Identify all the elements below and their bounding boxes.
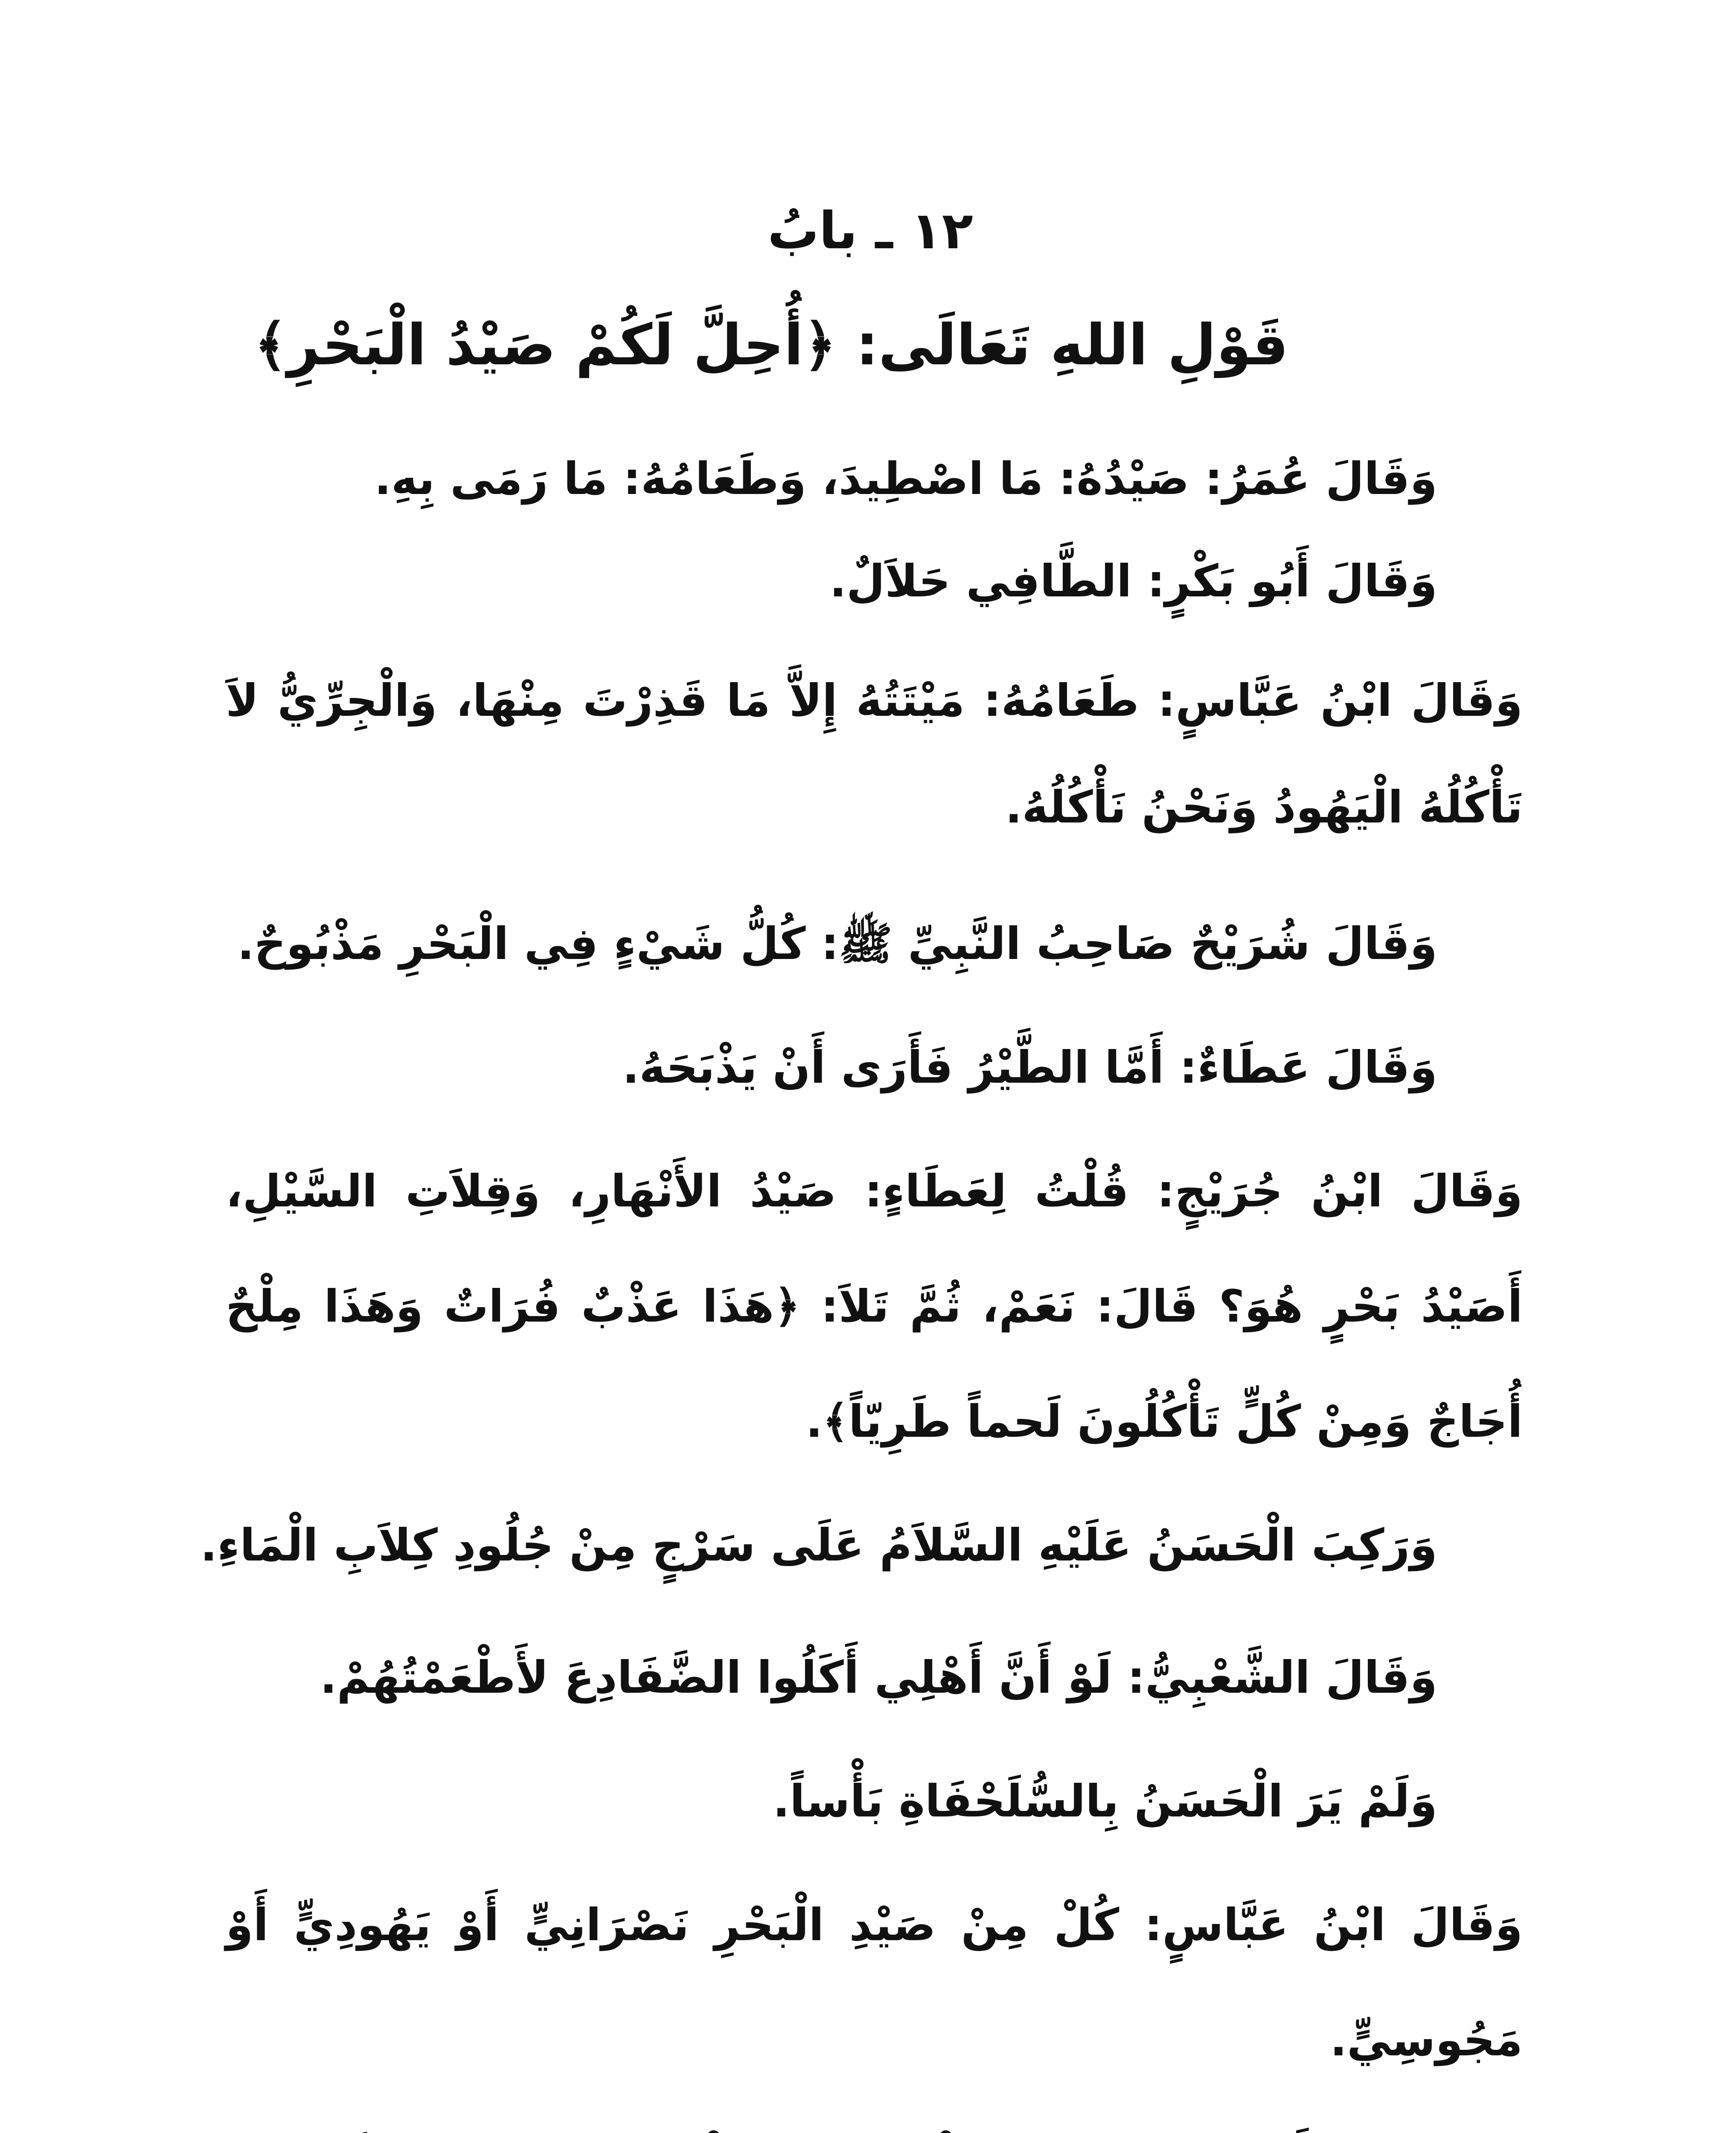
text-line: وَرَكِبَ الْحَسَنُ عَلَيْهِ السَّلاَمُ عَلَى سَرْجٍ مِنْ جُلُودِ كِلاَبِ الْمَاءِ. xyxy=(200,1519,1437,1571)
text-line: وَقَالَ ابْنُ جُرَيْجٍ: قُلْتُ لِعَطَاءٍ: صَيْدُ الأَنْهَارِ، وَقِلاَتِ السَّيْلِ، xyxy=(226,1165,1523,1217)
chapter-number: ١٢ ـ بابُ xyxy=(768,201,973,261)
text-line: وَقَالَ شُرَيْحٌ صَاحِبُ النَّبِيِّ ﷺ: كُلُّ شَيْءٍ فِي الْبَحْرِ مَذْبُوحٌ. xyxy=(237,918,1437,970)
text-line: أُجَاجٌ وَمِنْ كُلٍّ تَأْكُلُونَ لَحماً طَرِيّاً﴾. xyxy=(805,1395,1523,1447)
text-line: وَقَالَ عُمَرُ: صَيْدُهُ: مَا اصْطِيدَ، وَطَعَامُهُ: مَا رَمَى بِهِ. xyxy=(374,453,1437,505)
text-line: وَقَالَ أَبُو بَكْرٍ: الطَّافِي حَلاَلٌ. xyxy=(829,555,1437,607)
text-line: تَأْكُلُهُ الْيَهُودُ وَنَحْنُ نَأْكُلُهُ. xyxy=(1005,781,1523,833)
text-line: وَلَمْ يَرَ الْحَسَنُ بِالسُّلَحْفَاةِ بَأْساً. xyxy=(773,1775,1437,1827)
text-line: وَقَالَ الشَّعْبِيُّ: لَوْ أَنَّ أَهْلِي أَكَلُوا الضَّفَادِعَ لأَطْعَمْتُهُمْ. xyxy=(320,1651,1437,1703)
text-line: وَقَالَ ابْنُ عَبَّاسٍ: كُلْ مِنْ صَيْدِ الْبَحْرِ نَصْرَانِيٍّ أَوْ يَهُودِيٍّ أَوْ xyxy=(226,1899,1523,1951)
text-line: وَقَالَ عَطَاءٌ: أَمَّا الطَّيْرُ فَأَرَى أَنْ يَذْبَحَهُ. xyxy=(622,1041,1437,1093)
text-line: مَجُوسِيٍّ. xyxy=(1330,2014,1523,2066)
text-line: وَقَالَ ابْنُ عَبَّاسٍ: طَعَامُهُ: مَيْتَتُهُ إِلاَّ مَا قَذِرْتَ مِنْهَا، وَالْجِرِّيُّ لاَ xyxy=(226,674,1523,726)
text-line: أَصَيْدُ بَحْرٍ هُوَ؟ قَالَ: نَعَمْ، ثُمَّ تَلاَ: ﴿هَذَا عَذْبٌ فُرَاتٌ وَهَذَا مِلْحٌ xyxy=(226,1280,1523,1332)
chapter-title: قَوْلِ اللهِ تَعَالَى: ﴿أُحِلَّ لَكُمْ صَيْدُ الْبَحْرِ﴾ xyxy=(254,312,1288,378)
